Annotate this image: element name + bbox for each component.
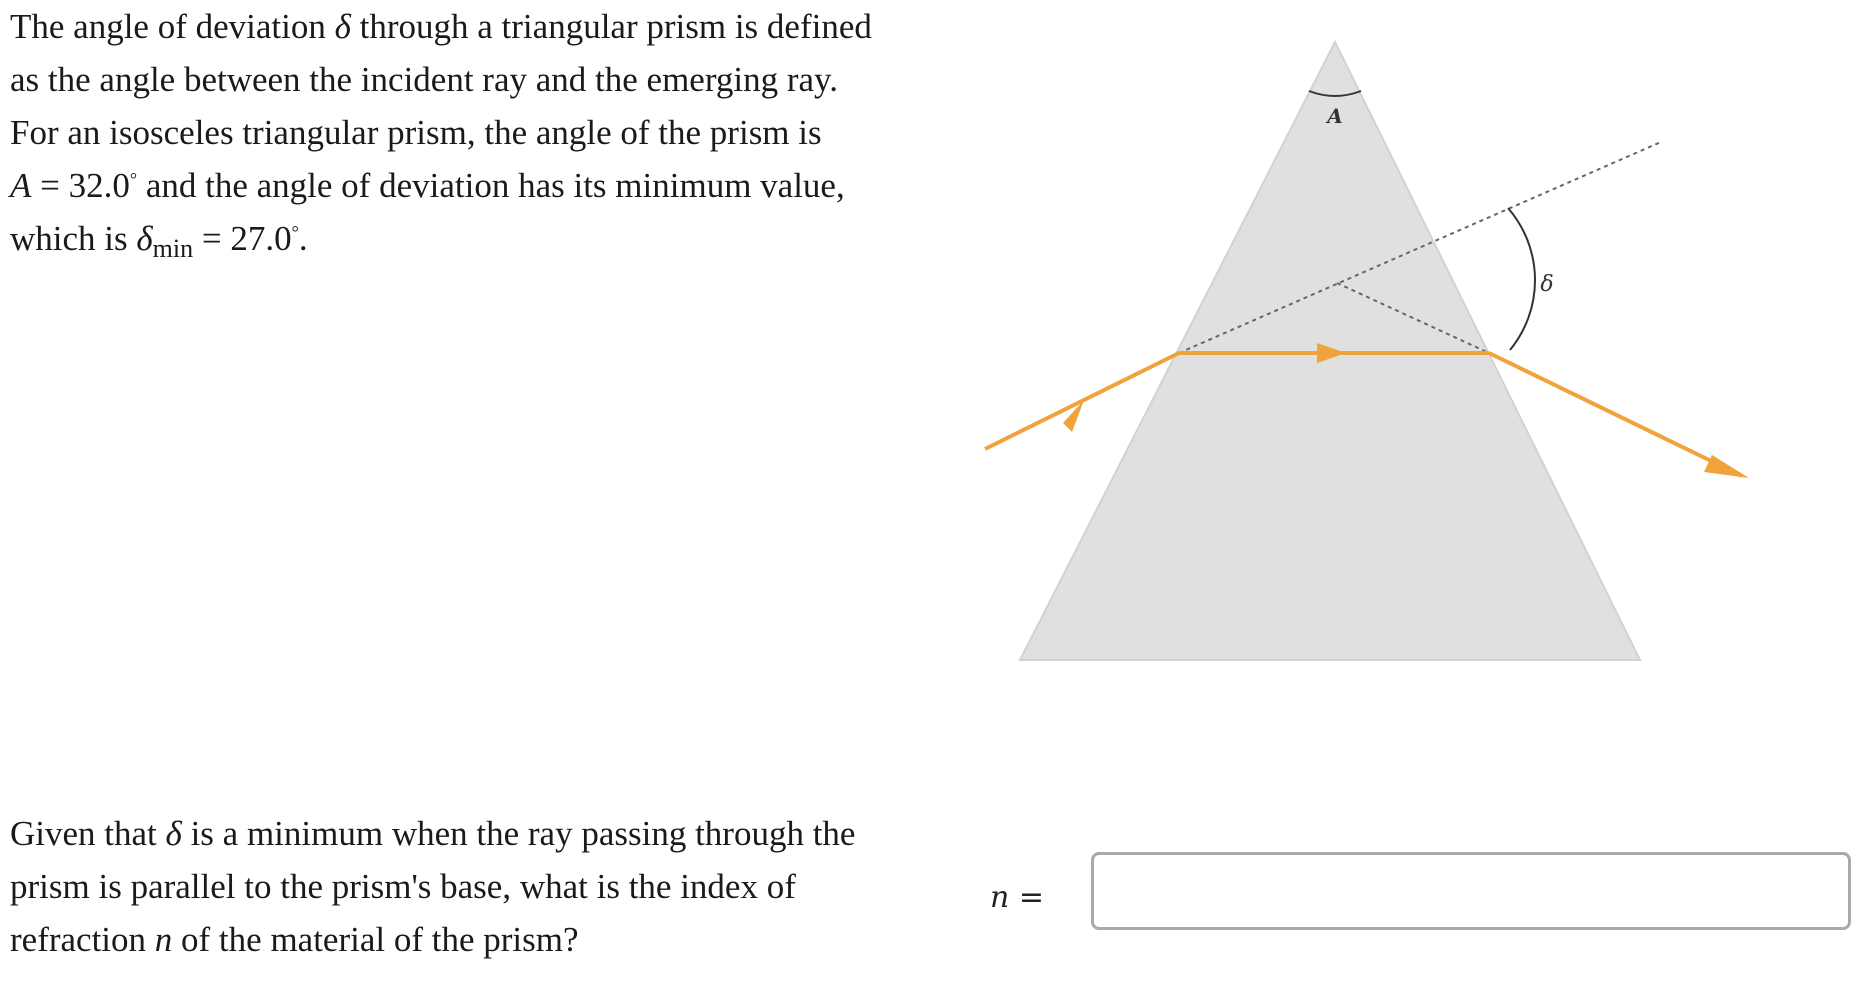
prism-angle-variable: A <box>10 166 32 205</box>
deviation-angle-label: δ <box>1540 272 1554 297</box>
text-fragment: . <box>298 219 308 258</box>
text-fragment: Given that <box>10 814 166 853</box>
answer-variable: n <box>990 880 1010 915</box>
delta-symbol: δ <box>165 814 182 853</box>
degree-symbol: ° <box>291 222 299 242</box>
intro-line-5 <box>10 212 950 265</box>
text-fragment: through a triangular prism is defined <box>350 7 872 46</box>
min-subscript: min <box>152 234 194 263</box>
text-fragment: The angle of deviation <box>10 7 335 46</box>
text-fragment: which is <box>10 219 137 258</box>
prism-angle-value: = 32.0 <box>31 166 130 205</box>
delta-symbol: δ <box>334 7 351 46</box>
text-fragment: is a minimum when the ray passing through the <box>181 814 856 853</box>
question-line-1 <box>10 807 950 860</box>
text-fragment: refraction <box>10 920 155 959</box>
text-fragment: and the angle of deviation has its minimum value, <box>137 166 845 205</box>
intro-line-4 <box>10 159 950 212</box>
question-line-3 <box>10 913 950 966</box>
problem-statement <box>10 0 950 265</box>
index-variable: n <box>154 920 173 959</box>
min-deviation-value: = 27.0 <box>193 219 292 258</box>
answer-input[interactable] <box>1091 852 1851 930</box>
equals-sign: = <box>1009 880 1045 915</box>
answer-label <box>990 880 1044 915</box>
prism-diagram <box>960 20 1860 670</box>
emergent-ray-arrow-icon <box>1704 455 1749 478</box>
intro-line-1 <box>10 0 950 53</box>
apex-angle-label: A <box>1327 104 1343 128</box>
question-line-2: prism is parallel to the prism's base, what is the index of <box>10 867 796 906</box>
intro-line-3: For an isosceles triangular prism, the angle of the prism is <box>10 113 822 152</box>
degree-symbol: ° <box>129 169 138 189</box>
question-text <box>10 807 950 966</box>
intro-line-2: as the angle between the incident ray and the emerging ray. <box>10 60 839 99</box>
deviation-angle-arc <box>1508 208 1535 350</box>
delta-symbol: δ <box>136 219 153 258</box>
text-fragment: of the material of the prism? <box>172 920 579 959</box>
